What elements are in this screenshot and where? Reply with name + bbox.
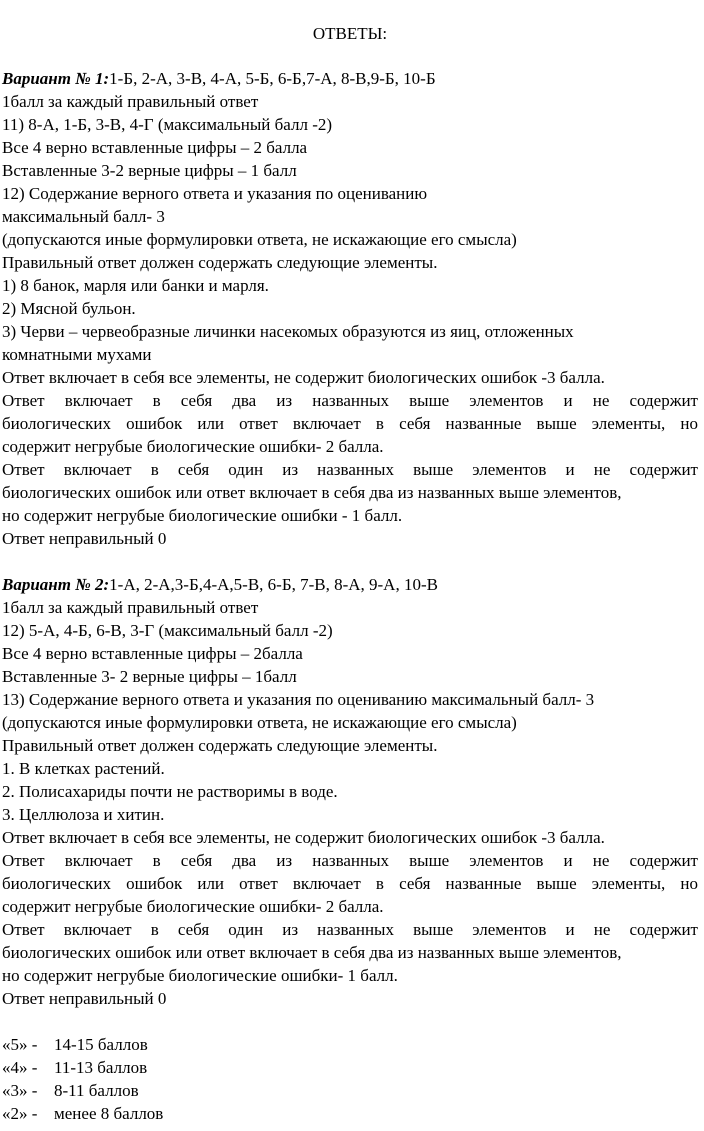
grade-mark: «3» - bbox=[2, 1081, 38, 1100]
variant1-line: Все 4 верно вставленные цифры – 2 балла bbox=[2, 138, 308, 157]
variant1-line: Ответ включает в себя все элементы, не содержит биологических ошибок -3 балла. bbox=[2, 368, 605, 387]
grade-row bbox=[2, 1079, 698, 1102]
paragraph-line: но содержит негрубые биологические ошибки - 1 балл. bbox=[2, 506, 403, 525]
variant2-line: Правильный ответ должен содержать следующие элементы. bbox=[2, 736, 438, 755]
paragraph-line: Ответ включает в себя два из названных выше элементов и не содержит bbox=[2, 391, 698, 410]
grade-scale bbox=[2, 1033, 698, 1125]
variant2-line: Вставленные 3- 2 верные цифры – 1балл bbox=[2, 667, 297, 686]
variant1-line: комнатными мухами bbox=[2, 345, 152, 364]
variant2-line: 1балл за каждый правильный ответ bbox=[2, 598, 259, 617]
paragraph-line: содержит негрубые биологические ошибки- 2 балла. bbox=[2, 437, 384, 456]
variant1-score0: Ответ неправильный 0 bbox=[2, 529, 167, 548]
spacer bbox=[2, 1010, 698, 1033]
variant1-line: 3) Черви – червеобразные личинки насекомых образуются из яиц, отложенных bbox=[2, 322, 574, 341]
variant2-label: Вариант № 2: bbox=[2, 575, 110, 594]
paragraph-line: биологических ошибок или ответ включает в себя два из названных выше элементов, bbox=[2, 943, 622, 962]
variant1-header bbox=[2, 67, 698, 90]
paragraph-line: биологических ошибок или ответ включает в себя названные выше элементы, но bbox=[2, 414, 698, 433]
grade-value: 8-11 баллов bbox=[54, 1081, 139, 1100]
paragraph-line: но содержит негрубые биологические ошибки- 1 балл. bbox=[2, 966, 398, 985]
variant2-line: 2. Полисахариды почти не растворимы в воде. bbox=[2, 782, 338, 801]
grade-mark: «2» - bbox=[2, 1104, 38, 1123]
grade-value: менее 8 баллов bbox=[54, 1104, 164, 1123]
paragraph-line: биологических ошибок или ответ включает в себя названные выше элементы, но bbox=[2, 874, 698, 893]
variant1-line: 1) 8 банок, марля или банки и марля. bbox=[2, 276, 269, 295]
variant1-line: максимальный балл- 3 bbox=[2, 207, 165, 226]
variant2-answers: 1-А, 2-А,3-Б,4-А,5-В, 6-Б, 7-В, 8-А, 9-А, 10-В bbox=[109, 575, 438, 594]
variant1-line: 1балл за каждый правильный ответ bbox=[2, 92, 259, 111]
grade-row bbox=[2, 1102, 698, 1125]
variant2-line: Все 4 верно вставленные цифры – 2балла bbox=[2, 644, 303, 663]
variant2-line: 1. В клетках растений. bbox=[2, 759, 165, 778]
variant2-score1-paragraph bbox=[2, 918, 698, 987]
variant1-line: Вставленные 3-2 верные цифры – 1 балл bbox=[2, 161, 297, 180]
variant1-score2-paragraph bbox=[2, 389, 698, 458]
variant2-score0: Ответ неправильный 0 bbox=[2, 989, 167, 1008]
grade-row bbox=[2, 1033, 698, 1056]
grade-row bbox=[2, 1056, 698, 1079]
paragraph-line: Ответ включает в себя один из названных выше элементов и не содержит bbox=[2, 920, 698, 939]
grade-value: 14-15 баллов bbox=[54, 1035, 148, 1054]
variant1-answers: 1-Б, 2-А, 3-В, 4-А, 5-Б, 6-Б,7-А, 8-В,9-Б, 10-Б bbox=[109, 69, 436, 88]
grade-mark: «4» - bbox=[2, 1058, 38, 1077]
variant1-line: (допускаются иные формулировки ответа, не искажающие его смысла) bbox=[2, 230, 517, 249]
variant2-line: Ответ включает в себя все элементы, не содержит биологических ошибок -3 балла. bbox=[2, 828, 605, 847]
paragraph-line: Ответ включает в себя два из названных выше элементов и не содержит bbox=[2, 851, 698, 870]
variant2-line: 12) 5-А, 4-Б, 6-В, 3-Г (максимальный балл -2) bbox=[2, 621, 333, 640]
variant1-line: 11) 8-А, 1-Б, 3-В, 4-Г (максимальный балл -2) bbox=[2, 115, 333, 134]
variant1-line: Правильный ответ должен содержать следующие элементы. bbox=[2, 253, 438, 272]
variant1-label: Вариант № 1: bbox=[2, 69, 110, 88]
paragraph-line: биологических ошибок или ответ включает в себя два из названных выше элементов, bbox=[2, 483, 622, 502]
grade-value: 11-13 баллов bbox=[54, 1058, 148, 1077]
variant2-score2-paragraph bbox=[2, 849, 698, 918]
page-title: ОТВЕТЫ: bbox=[312, 24, 388, 43]
variant2-line: 13) Содержание верного ответа и указания по оцениванию максимальный балл- 3 bbox=[2, 690, 595, 709]
variant2-line: (допускаются иные формулировки ответа, не искажающие его смысла) bbox=[2, 713, 517, 732]
variant1-line: 2) Мясной бульон. bbox=[2, 299, 136, 318]
variant1-score1-paragraph bbox=[2, 458, 698, 527]
variant1-line: 12) Содержание верного ответа и указания по оцениванию bbox=[2, 184, 428, 203]
spacer bbox=[2, 550, 698, 573]
paragraph-line: содержит негрубые биологические ошибки- 2 балла. bbox=[2, 897, 384, 916]
variant2-line: 3. Целлюлоза и хитин. bbox=[2, 805, 165, 824]
paragraph-line: Ответ включает в себя один из названных выше элементов и не содержит bbox=[2, 460, 698, 479]
grade-mark: «5» - bbox=[2, 1035, 38, 1054]
variant2-header bbox=[2, 573, 698, 596]
